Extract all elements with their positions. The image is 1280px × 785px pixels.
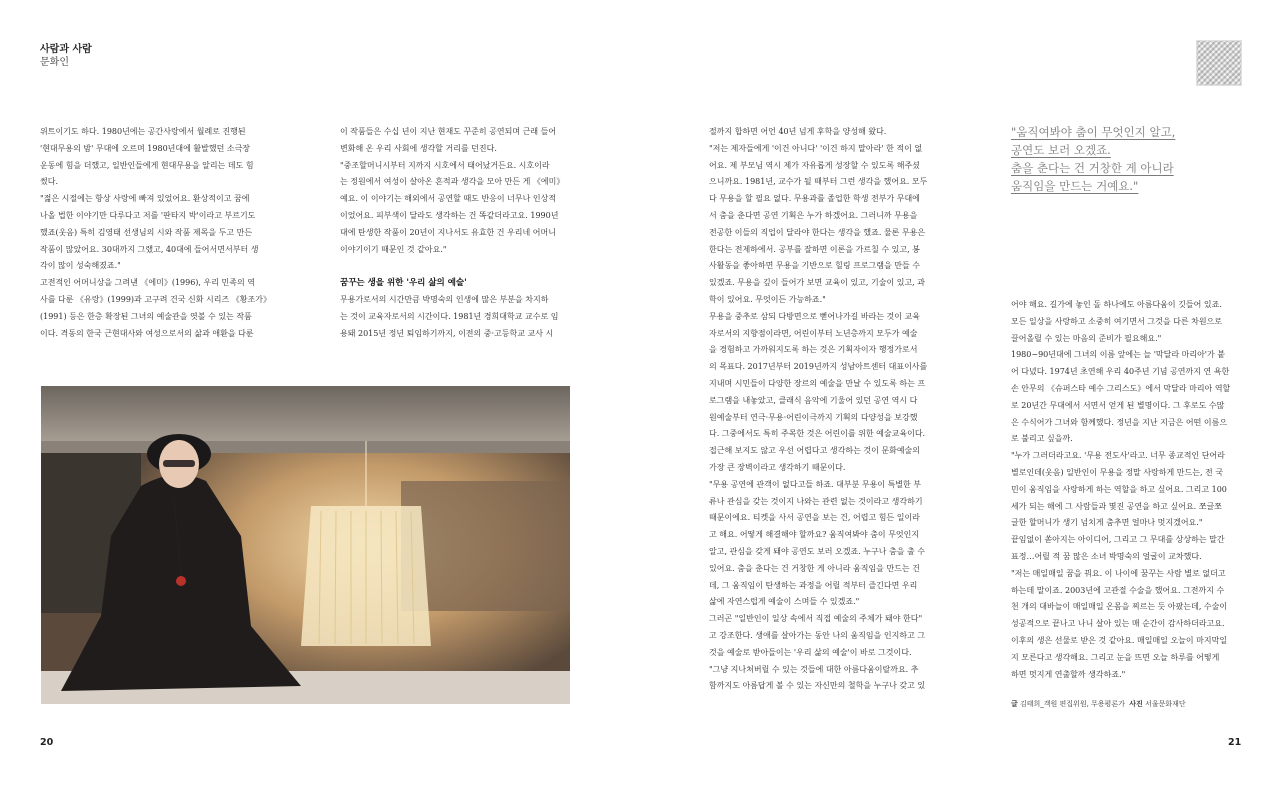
body-text-line: 을 경험하고 가까워지도록 하는 것은 기획자이자 행정가로서 [709, 345, 918, 355]
body-text-line: 어 다녔다. 1974년 초연해 우리 40주년 기념 공연까지 연 욕한 [1011, 367, 1230, 377]
body-text-line: 변화해 온 우리 사회에 생각할 거리를 던진다. [340, 143, 497, 153]
body-text-line: 1980~90년대에 그녀의 이름 앞에는 늘 '막달라 마리아'가 붙 [1011, 350, 1225, 360]
body-text-line: 세가 되는 해에 그 사람들과 몇진 공연을 하고 싶어요. 쪼글쪼 [1011, 501, 1222, 511]
body-text-line: 데, 그 움직임이 탄생하는 과정을 어릴 적부터 즐긴다면 우리 [709, 580, 918, 590]
subsection-title: 문화인 [40, 57, 69, 68]
body-text-line: 고전적인 어머니상을 그려낸 《에미》(1996), 우리 민족의 역 [40, 278, 255, 288]
qr-code-icon [1196, 40, 1242, 86]
section-title: 사람과 사람 [40, 44, 92, 55]
body-text-line: "그냥 지나쳐버릴 수 있는 것들에 대한 아름다움이랄까요. 추 [709, 664, 919, 674]
body-text-line: 예요. 이 이야기는 해외에서 공연할 때도 반응이 너무나 인상적 [340, 194, 557, 204]
body-text-line: 서 춤을 춘다면 공연 기획은 누가 하겠어요. 그러니까 무용을 [709, 210, 918, 220]
body-text-line: 접근해 보지도 않고 우선 어렵다고 생각하는 것이 문화예술의 [709, 446, 920, 456]
body-text-line: 위트이기도 하다. 1980년에는 공간사랑에서 월례로 진행된 [40, 127, 246, 136]
body-text-line: 민이 움직임을 사랑하게 하는 역할을 하고 싶어요. 그리고 100 [1011, 484, 1227, 494]
pull-quote-line: "움직여봐야 춤이 무엇인지 알고, [1011, 125, 1176, 139]
credit-writer: 김태희_객원 편집위원, 무용평론가 [1020, 700, 1125, 708]
pull-quote [1011, 123, 1231, 195]
body-text-line: 이야기이기 때문인 것 같아요." [340, 244, 447, 254]
page-number-right: 21 [1228, 737, 1242, 748]
body-text-line: 는 정원에서 여성이 살아온 흔적과 생각을 모아 만든 게 《에미》 [340, 177, 565, 187]
body-text-line: "누가 그러더라고요. '무용 전도사'라고. 너무 종교적인 단어라 [1011, 451, 1225, 461]
body-text-line: 로 불리고 싶을까. [1011, 434, 1073, 444]
body-text-line: 사활동을 좋아하면 무용을 기반으로 힐링 프로그램을 만들 수 [709, 261, 920, 271]
body-text-line: 다 무용을 할 필요 없다. 무용과를 졸업한 학생 전부가 무대에 [709, 194, 920, 204]
body-text-line: 이후의 생은 선물로 받은 것 같아요. 매일매일 오늘이 마지막일 [1011, 635, 1228, 645]
body-text-line: "중조할머니시부터 지까지 시호에서 태어났거든요. 시호이라 [340, 160, 550, 170]
credit-writer-label: 글 [1011, 700, 1018, 708]
body-text-line: 때문이에요. 티켓을 사서 공연을 보는 건, 어렵고 힘든 일이라 [709, 513, 920, 523]
body-text-line: 함까지도 아름답게 볼 수 있는 자신만의 철학을 누구나 갖고 있 [709, 681, 926, 691]
column-4 [1011, 297, 1241, 683]
body-text-line: 삶에 자연스럽게 예술이 스며들 수 있겠죠." [709, 597, 860, 607]
body-text-line: 로 20년간 무대에서 서면서 얻게 된 별명이다. 그 후로도 수많 [1011, 400, 1225, 410]
pull-quote-line: 공연도 보러 오겠죠. [1011, 143, 1111, 157]
credit-photo: 서울문화재단 [1145, 700, 1186, 708]
body-text-line: 것을 예술로 받아들이는 '우리 삶의 예술'이 바로 그것이다. [709, 647, 912, 657]
body-text-line: 이다. 격동의 한국 근현대사와 여성으로서의 삶과 애환을 다룬 [40, 328, 254, 338]
body-text-line: 모든 일상을 사랑하고 소중히 여기면서 그것을 다른 차원으로 [1011, 316, 1222, 326]
body-text-line: 의 목표다. 2017년부터 2019년까지 성남아트센터 대표이사를 [709, 362, 928, 372]
body-text-line: 원예술부터 연극·무용·어린이극까지 기획의 다양성을 보강했 [709, 412, 918, 422]
body-text-line: 끝임없이 쏟아지는 아이디어, 그리고 그 무대를 상상하는 말간 [1011, 535, 1225, 545]
body-text-line: 끌어올릴 수 있는 마음의 준비가 필요해요." [1011, 333, 1162, 343]
credit-photo-label: 사진 [1129, 700, 1143, 708]
body-text-line: "무용 공연에 관객이 없다고들 하죠. 대부분 무용이 특별한 부 [709, 479, 922, 489]
body-text-line: 사를 다룬 《유랑》(1999)과 고구려 건국 신화 시리즈 《황조가》 [40, 294, 271, 304]
body-text-line: 이 작품들은 수십 년이 지난 현재도 꾸준히 공연되며 근래 들어 [340, 127, 557, 136]
body-text-line: 는 것이 교육자로서의 시간이다. 1981년 경희대학교 교수로 임 [340, 311, 559, 321]
body-text-line: 류나 관심을 갖는 것이지 나와는 관련 없는 것이라고 생각하기 [709, 496, 923, 506]
body-text-line: "젊은 시절에는 항상 사랑에 빠져 있었어요. 환상적이고 꿈에 [40, 194, 250, 204]
body-text-line: 작품이 많았어요. 30대까지 그랬고, 40대에 들어서면서부터 생 [40, 244, 259, 254]
column-3 [709, 124, 941, 695]
article-credit [1011, 699, 1186, 709]
body-text-line: 로그램을 내놓았고, 클래식 음악에 기울어 있던 공연 역시 다 [709, 395, 918, 405]
body-text-line: 으니까요. 1981년, 교수가 될 때부터 그런 생각을 했어요. 모두 [709, 177, 928, 187]
body-text-line: 알고, 관심을 갖게 돼야 공연도 보러 오겠죠. 누구나 춤을 출 수 [709, 546, 925, 556]
body-text-line: 어요. 제 부모님 역시 제가 자유롭게 성장할 수 있도록 해주셨 [709, 160, 920, 170]
body-text-line: 가장 큰 장벽이라고 생각하기 때문이다. [709, 462, 846, 472]
body-text-line: 하는데 말이죠. 2003년에 고관절 수술을 했어요. 그전까지 수 [1011, 585, 1225, 595]
body-text-line: '현대무용의 밤' 무대에 오르며 1980년대에 활발했던 소극장 [40, 143, 251, 153]
body-text-line: 자로서의 지향점이라면, 어린이부터 노년층까지 모두가 예술 [709, 328, 918, 338]
body-text-line: 별로인데(웃음) 일반인이 무용을 정말 사랑하게 만드는, 전 국 [1011, 467, 1224, 477]
body-text-line: 어야 해요. 길가에 놓인 돌 하나에도 아름다움이 깃들어 있죠. [1011, 300, 1222, 309]
body-text-line: 운동에 힘을 더했고, 일반인들에게 현대무용을 알리는 데도 힘 [40, 160, 254, 170]
body-text-line: 손 안무의 《슈퍼스타 예수 그리스도》에서 막달라 마리아 역할 [1011, 383, 1231, 393]
body-text-line: 지내며 시민들이 다양한 장르의 예술을 만날 수 있도록 하는 프 [709, 378, 926, 388]
column-2-text-a [340, 124, 572, 258]
body-text-line: 학이 있어요. 무엇이든 가능하죠." [709, 294, 826, 304]
body-text-line: 고 해요. 어떻게 해결해야 할까요? 움직여봐야 춤이 무엇인지 [709, 530, 920, 540]
body-text-line: 고 강조한다. 생애를 살아가는 동안 나의 움직임을 인지하고 그 [709, 630, 926, 640]
column-1 [40, 124, 272, 342]
body-text-line: 한다는 전제하에서. 공부를 잘하면 이론을 가르칠 수 있고, 봉 [709, 244, 920, 254]
body-text-line: 글한 할머니가 생기 넘치게 춤추면 얼마나 멋지겠어요." [1011, 518, 1203, 528]
body-text-line: 천 개의 대바늘이 매일매일 온몸을 찌르는 듯 아팠는데, 수술이 [1011, 602, 1228, 612]
body-text-line: 무용을 중추로 삼되 다방면으로 뻗어나가길 바라는 것이 교육 [709, 311, 920, 321]
column-2 [340, 124, 572, 342]
body-text-line: 그러곤 "일반인이 일상 속에서 직접 예술의 주체가 돼야 한다" [709, 614, 923, 624]
section-heading: 꿈꾸는 생을 위한 '우리 삶의 예술' [340, 278, 467, 289]
body-text-line: 표정…어릴 적 꿈 많은 소녀 박명숙의 얼굴이 교차했다. [1011, 551, 1202, 561]
body-text-line: 다. 그중에서도 특히 주목한 것은 어린이를 위한 예술교육이다. [709, 429, 926, 439]
body-text-line: 했죠(웃음) 특히 김영태 선생님의 시와 작품 제목을 두고 만든 [40, 227, 253, 237]
body-text-line: "저는 제자들에게 '이건 아니다' '이건 하지 말아라' 한 적이 없 [709, 143, 923, 153]
page-number-left: 20 [40, 737, 54, 748]
body-text-line: "저는 매일매일 꿈을 꿔요. 이 나이에 꿈꾸는 사람 별로 없더고 [1011, 568, 1226, 578]
body-text-line: 무용가로서의 시간만큼 박명숙의 인생에 많은 부분을 차지하 [340, 294, 549, 304]
body-text-line: 성공적으로 끝나고 나니 살아 있는 매 순간이 감사하더라고요. [1011, 619, 1225, 629]
body-text-line: 있겠죠. 무용을 깊이 들어가 보면 교육이 있고, 기술이 있고, 과 [709, 278, 925, 288]
body-text-line: 각이 많이 성숙해졌죠." [40, 261, 121, 271]
body-text-line: 나올 법한 이야기만 다루다고 저를 '판타지 박'이라고 부르기도 [40, 210, 256, 220]
body-text-line: 이었어요. 피부색이 달라도 생각하는 건 똑같더라고요. 1990년 [340, 210, 559, 220]
portrait-photo [41, 386, 570, 704]
body-text-line: 용돼 2015년 정년 퇴임하기까지, 이전의 중·고등학교 교사 시 [340, 328, 554, 338]
body-text-line: 지 모른다고 생각해요. 그리고 눈을 뜨면 오늘 하루를 어떻게 [1011, 652, 1220, 662]
pull-quote-line: 춤을 춘다는 건 거창한 게 아니라 [1011, 161, 1174, 175]
column-2-text-b [340, 292, 572, 342]
body-text-line: 대에 탄생한 작품이 20년이 지나서도 유효한 건 우리네 어머니 [340, 227, 556, 237]
body-text-line: 은 수식어가 그녀와 함께했다. 정년을 지난 지금은 어떤 이름으 [1011, 417, 1228, 427]
body-text-line: 있어요. 춤을 춘다는 건 거창한 게 아니라 움직임을 만드는 건 [709, 563, 920, 573]
body-text-line: 썼다. [40, 177, 58, 187]
body-text-line: 하면 멋지게 연출할까 생각하죠." [1011, 669, 1126, 679]
body-text-line: 전공한 이들의 직업이 달라야 한다는 생각을 했죠. 물론 무용은 [709, 227, 926, 237]
body-text-line: 절까지 합하면 어언 40년 넘게 후학을 양성해 왔다. [709, 127, 887, 136]
body-text-line: (1991) 등은 한층 확장된 그녀의 예술관을 엿볼 수 있는 작품 [40, 311, 252, 321]
pull-quote-line: 움직임을 만드는 거예요." [1011, 179, 1139, 193]
